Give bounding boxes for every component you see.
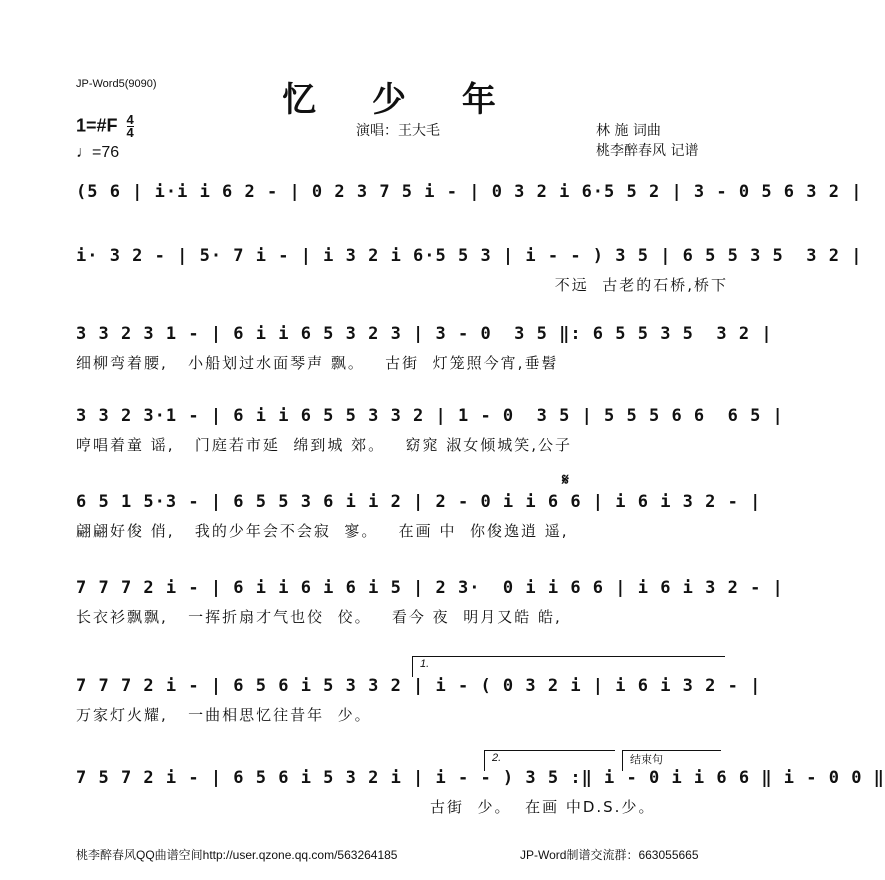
segno-sign: 𝄋 [562, 470, 569, 489]
notation-line-7: 7 7 7 2 i - | 6 5 6 i 5 3 3 2 | i - ( 0 3 2 i | i 6 i 3 2 - | [76, 676, 762, 696]
notation-line-6: 7 7 7 2 i - | 6 i i 6 i 6 i 5 | 2 3· 0 i i 6 6 | i 6 i 3 2 - | [76, 578, 784, 598]
lyric-line-8: 古街 少。 在画 中D.S.少。 [430, 798, 656, 816]
lyric-line-2: 不远 古老的石桥,桥下 [554, 276, 728, 294]
lyric-line-4: 哼唱着童 谣, 门庭若市延 绵到城 郊。 窈窕 淑女倾城笑,公子 [76, 436, 572, 454]
song-title: 忆 少 年 [282, 80, 518, 120]
transcriber-credit: 桃李醉春风 记谱 [596, 143, 699, 159]
composer-credit: 林 施 词曲 [596, 123, 661, 139]
notation-line-5: 6 5 1 5·3 - | 6 5 5 3 6 i i 2 | 2 - 0 i i 6 6 | i 6 i 3 2 - | [76, 492, 762, 512]
software-label: JP-Word5(9090) [76, 78, 157, 90]
volta-1-bracket [412, 656, 725, 677]
key-signature [76, 114, 134, 139]
lyric-line-5: 翩翩好俊 俏, 我的少年会不会寂 寥。 在画 中 你俊逸逍 遥, [76, 522, 569, 540]
lyric-line-7: 万家灯火耀, 一曲相思忆往昔年 少。 [76, 706, 372, 724]
tempo-marking: ♩=76 [76, 144, 120, 161]
lyric-line-3: 细柳弯着腰, 小船划过水面琴声 飘。 古街 灯笼照今宵,垂髫 [76, 354, 559, 372]
coda-label: 结束句 [630, 754, 663, 766]
volta-1-label: 1. [420, 658, 430, 670]
time-top: 4 [126, 112, 134, 127]
footer-left: 桃李醉春风QQ曲谱空间http://user.qzone.qq.com/563264185 [76, 848, 398, 862]
singer-label: 演唱：王大毛 [356, 123, 440, 139]
footer-right: JP-Word制谱交流群：663055665 [520, 848, 699, 862]
notation-line-2: i· 3 2 - | 5· 7 i - | i 3 2 i 6·5 5 3 | i - - ) 3 5 | 6 5 5 3 5 3 2 | [76, 246, 863, 266]
lyric-line-6: 长衣衫飘飘, 一挥折扇才气也佼 佼。 看今 夜 明月又皓 皓, [76, 608, 562, 626]
notation-line-3: 3 3 2 3 1 - | 6 i i 6 5 3 2 3 | 3 - 0 3 5 ‖: 6 5 5 3 5 3 2 | [76, 324, 773, 344]
notation-line-4: 3 3 2 3·1 - | 6 i i 6 5 5 3 3 2 | 1 - 0 3 5 | 5 5 5 6 6 6 5 | [76, 406, 784, 426]
time-signature [127, 114, 134, 139]
key-label: 1=#F [76, 115, 118, 136]
volta-2-label: 2. [492, 752, 502, 764]
notation-line-1: (5 6 | i·i i 6 2 - | 0 2 3 7 5 i - | 0 3 2 i 6·5 5 2 | 3 - 0 5 6 3 2 | [76, 182, 863, 202]
notation-line-8: 7 5 7 2 i - | 6 5 6 i 5 3 2 i | i - - ) 3 5 :‖ i - 0 i i 6 6 ‖ i - 0 0 ‖ [76, 768, 885, 788]
time-bottom: 4 [126, 125, 134, 140]
